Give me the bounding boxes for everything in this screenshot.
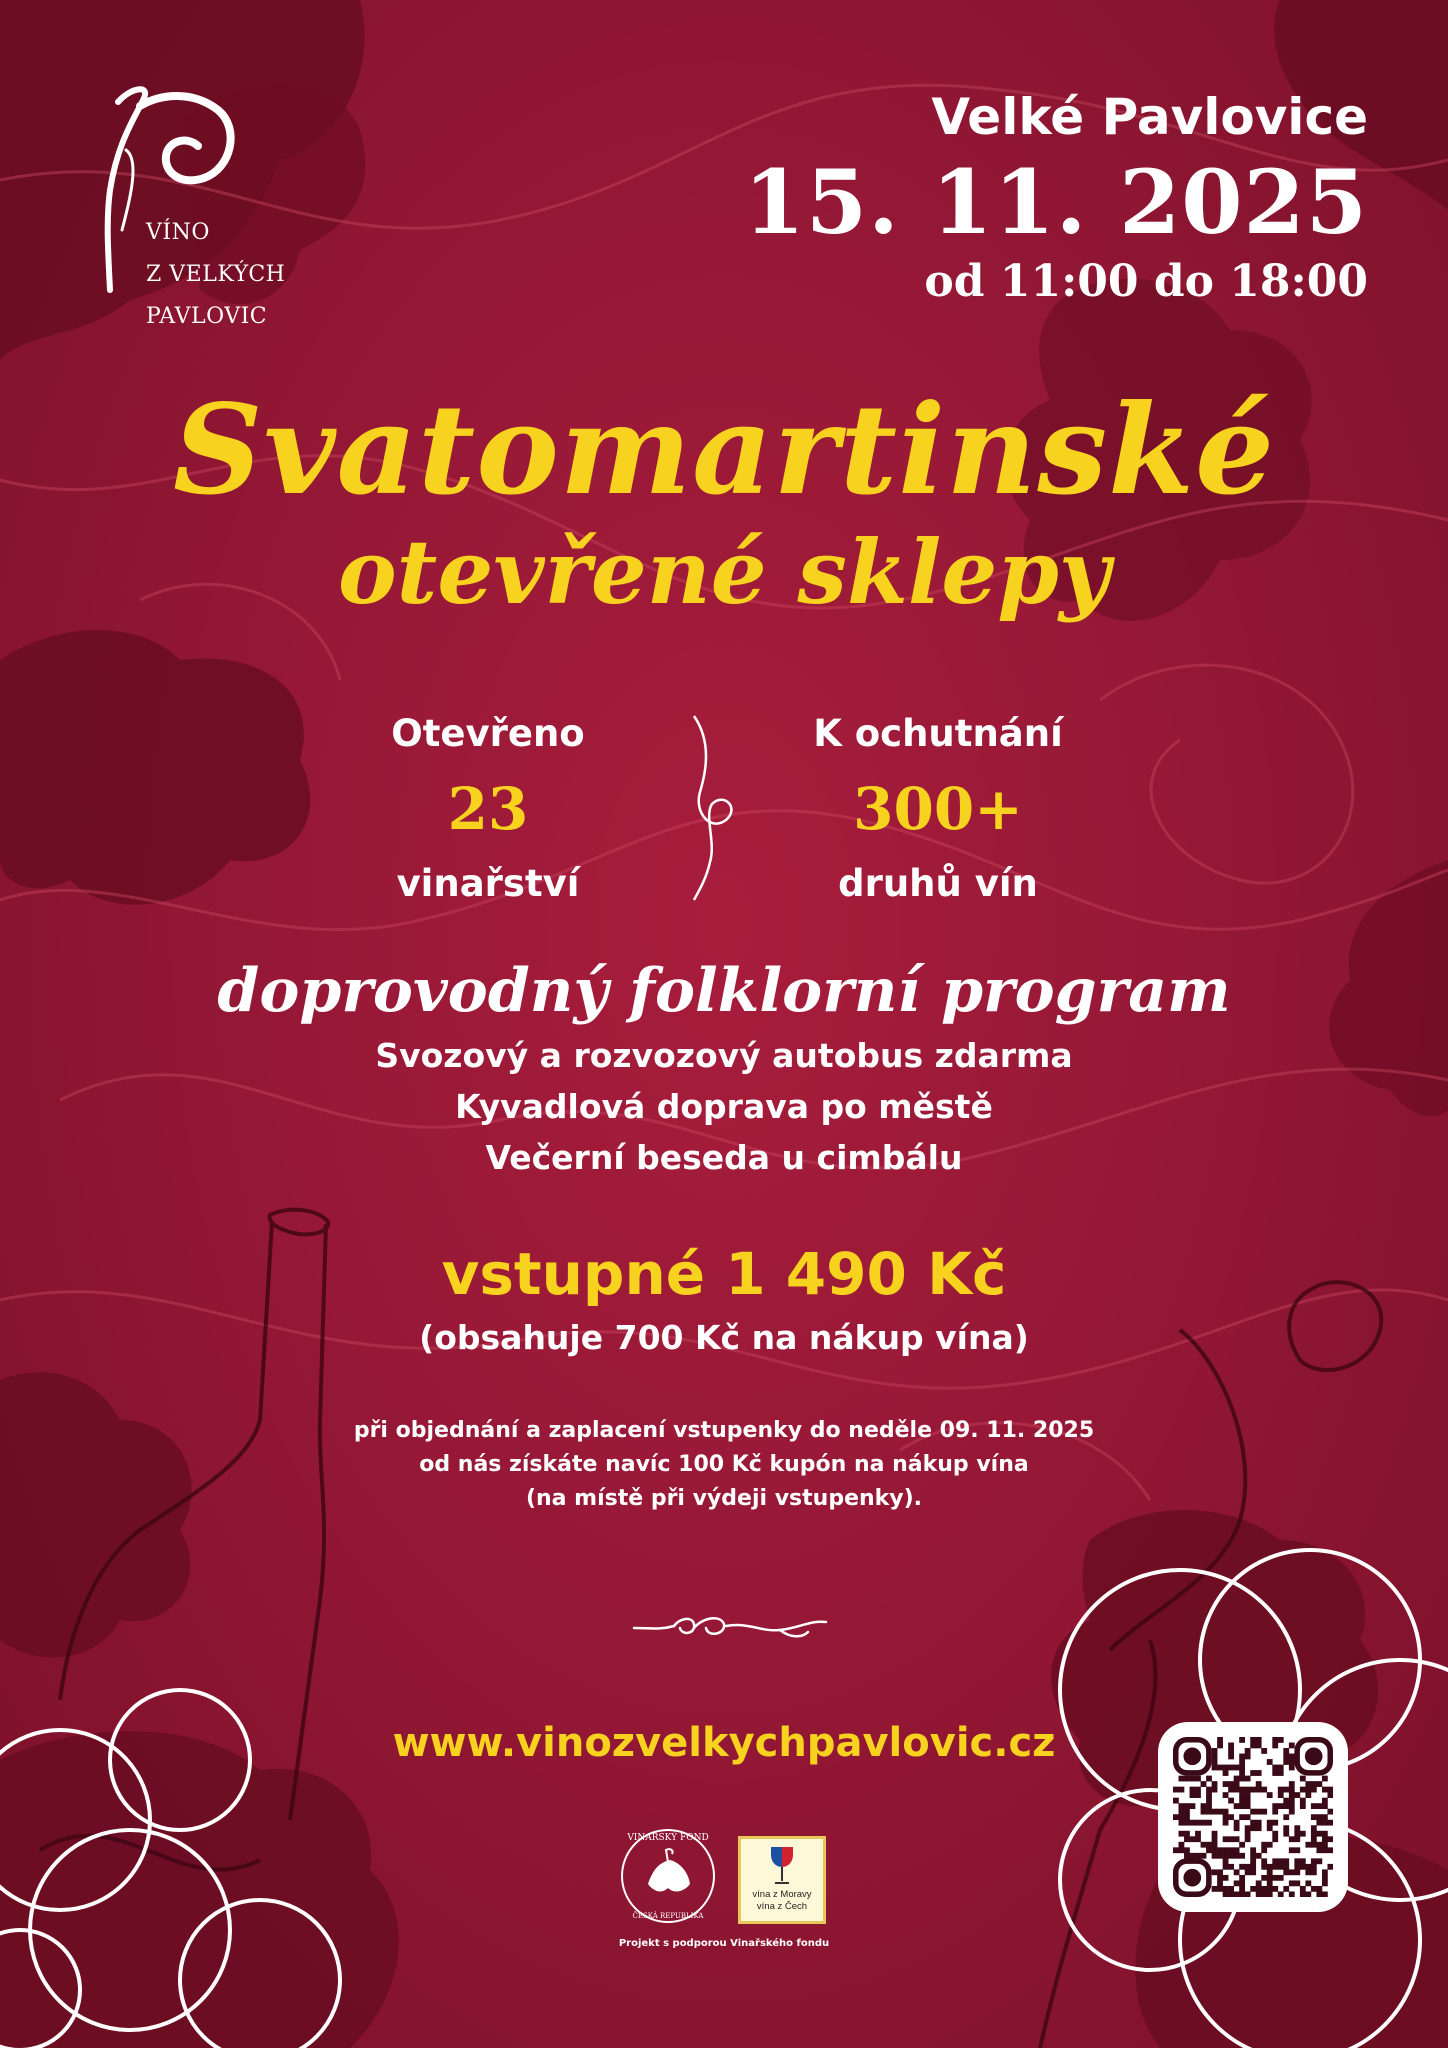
stat-wines [758, 704, 1118, 914]
event-location: Velké Pavlovice [931, 88, 1368, 146]
event-hours: od 11:00 do 18:00 [924, 256, 1368, 307]
program-item: Kyvadlová doprava po městě [455, 1087, 993, 1126]
program-item: Večerní beseda u cimbálu [485, 1138, 963, 1177]
program-title: doprovodný folklorní program [217, 956, 1231, 1026]
program-item: Svozový a rozvozový autobus zdarma [375, 1036, 1073, 1075]
admission-note: (obsahuje 700 Kč na nákup vína) [419, 1318, 1029, 1357]
promo-line: při objednání a zaplacení vstupenky do neděle 09. 11. 2025 [353, 1418, 1095, 1443]
promo-line: od nás získáte navíc 100 Kč kupón na nákup vína [419, 1452, 1029, 1477]
tendril-divider-icon [680, 712, 760, 904]
admission-price: vstupné 1 490 Kč [441, 1240, 1007, 1308]
vina-line-1: vína z Moravy [752, 1889, 812, 1900]
stat-wines-label: K ochutnání [813, 712, 1063, 755]
event-date: 15. 11. 2025 [743, 150, 1368, 254]
qr-code[interactable] [1158, 1722, 1348, 1912]
vina-logo-text [741, 1889, 823, 1913]
vina-line-2: vína z Čech [756, 1901, 808, 1912]
stat-wineries-label: Otevřeno [391, 712, 585, 755]
stat-wines-unit: druhů vín [838, 862, 1038, 905]
stat-wines-value: 300+ [853, 775, 1023, 843]
fond-bottom-text: ČESKÁ REPUBLIKA [632, 1912, 704, 1920]
support-note: Projekt s podporou Vinařského fondu [618, 1938, 830, 1949]
wine-glass-icon [767, 1845, 797, 1887]
logo-line-1: VÍNO [146, 220, 210, 245]
program-list [0, 1030, 1448, 1183]
stat-wineries-value: 23 [447, 775, 529, 843]
vina-logo [738, 1836, 826, 1924]
website-link[interactable]: www.vinozvelkychpavlovic.cz [392, 1720, 1056, 1766]
vinarsky-fond-logo [618, 1826, 718, 1926]
logo-line-2: Z VELKÝCH [146, 262, 286, 287]
title-line-2: otevřené sklepy [337, 520, 1111, 624]
logo-line-3: PAVLOVIC [146, 304, 268, 329]
qr-code-icon [1173, 1737, 1333, 1897]
promo-text [0, 1414, 1448, 1516]
promo-line: (na místě při výdeji vstupenky). [525, 1486, 923, 1511]
title-line-1: Svatomartinské [173, 378, 1275, 523]
stat-wineries-unit: vinařství [396, 862, 580, 905]
stat-wineries [308, 704, 668, 914]
ornament-flourish-icon [630, 1604, 830, 1650]
fond-top-text: VINAŘSKÝ FOND [627, 1833, 709, 1843]
logo-text [146, 212, 285, 338]
